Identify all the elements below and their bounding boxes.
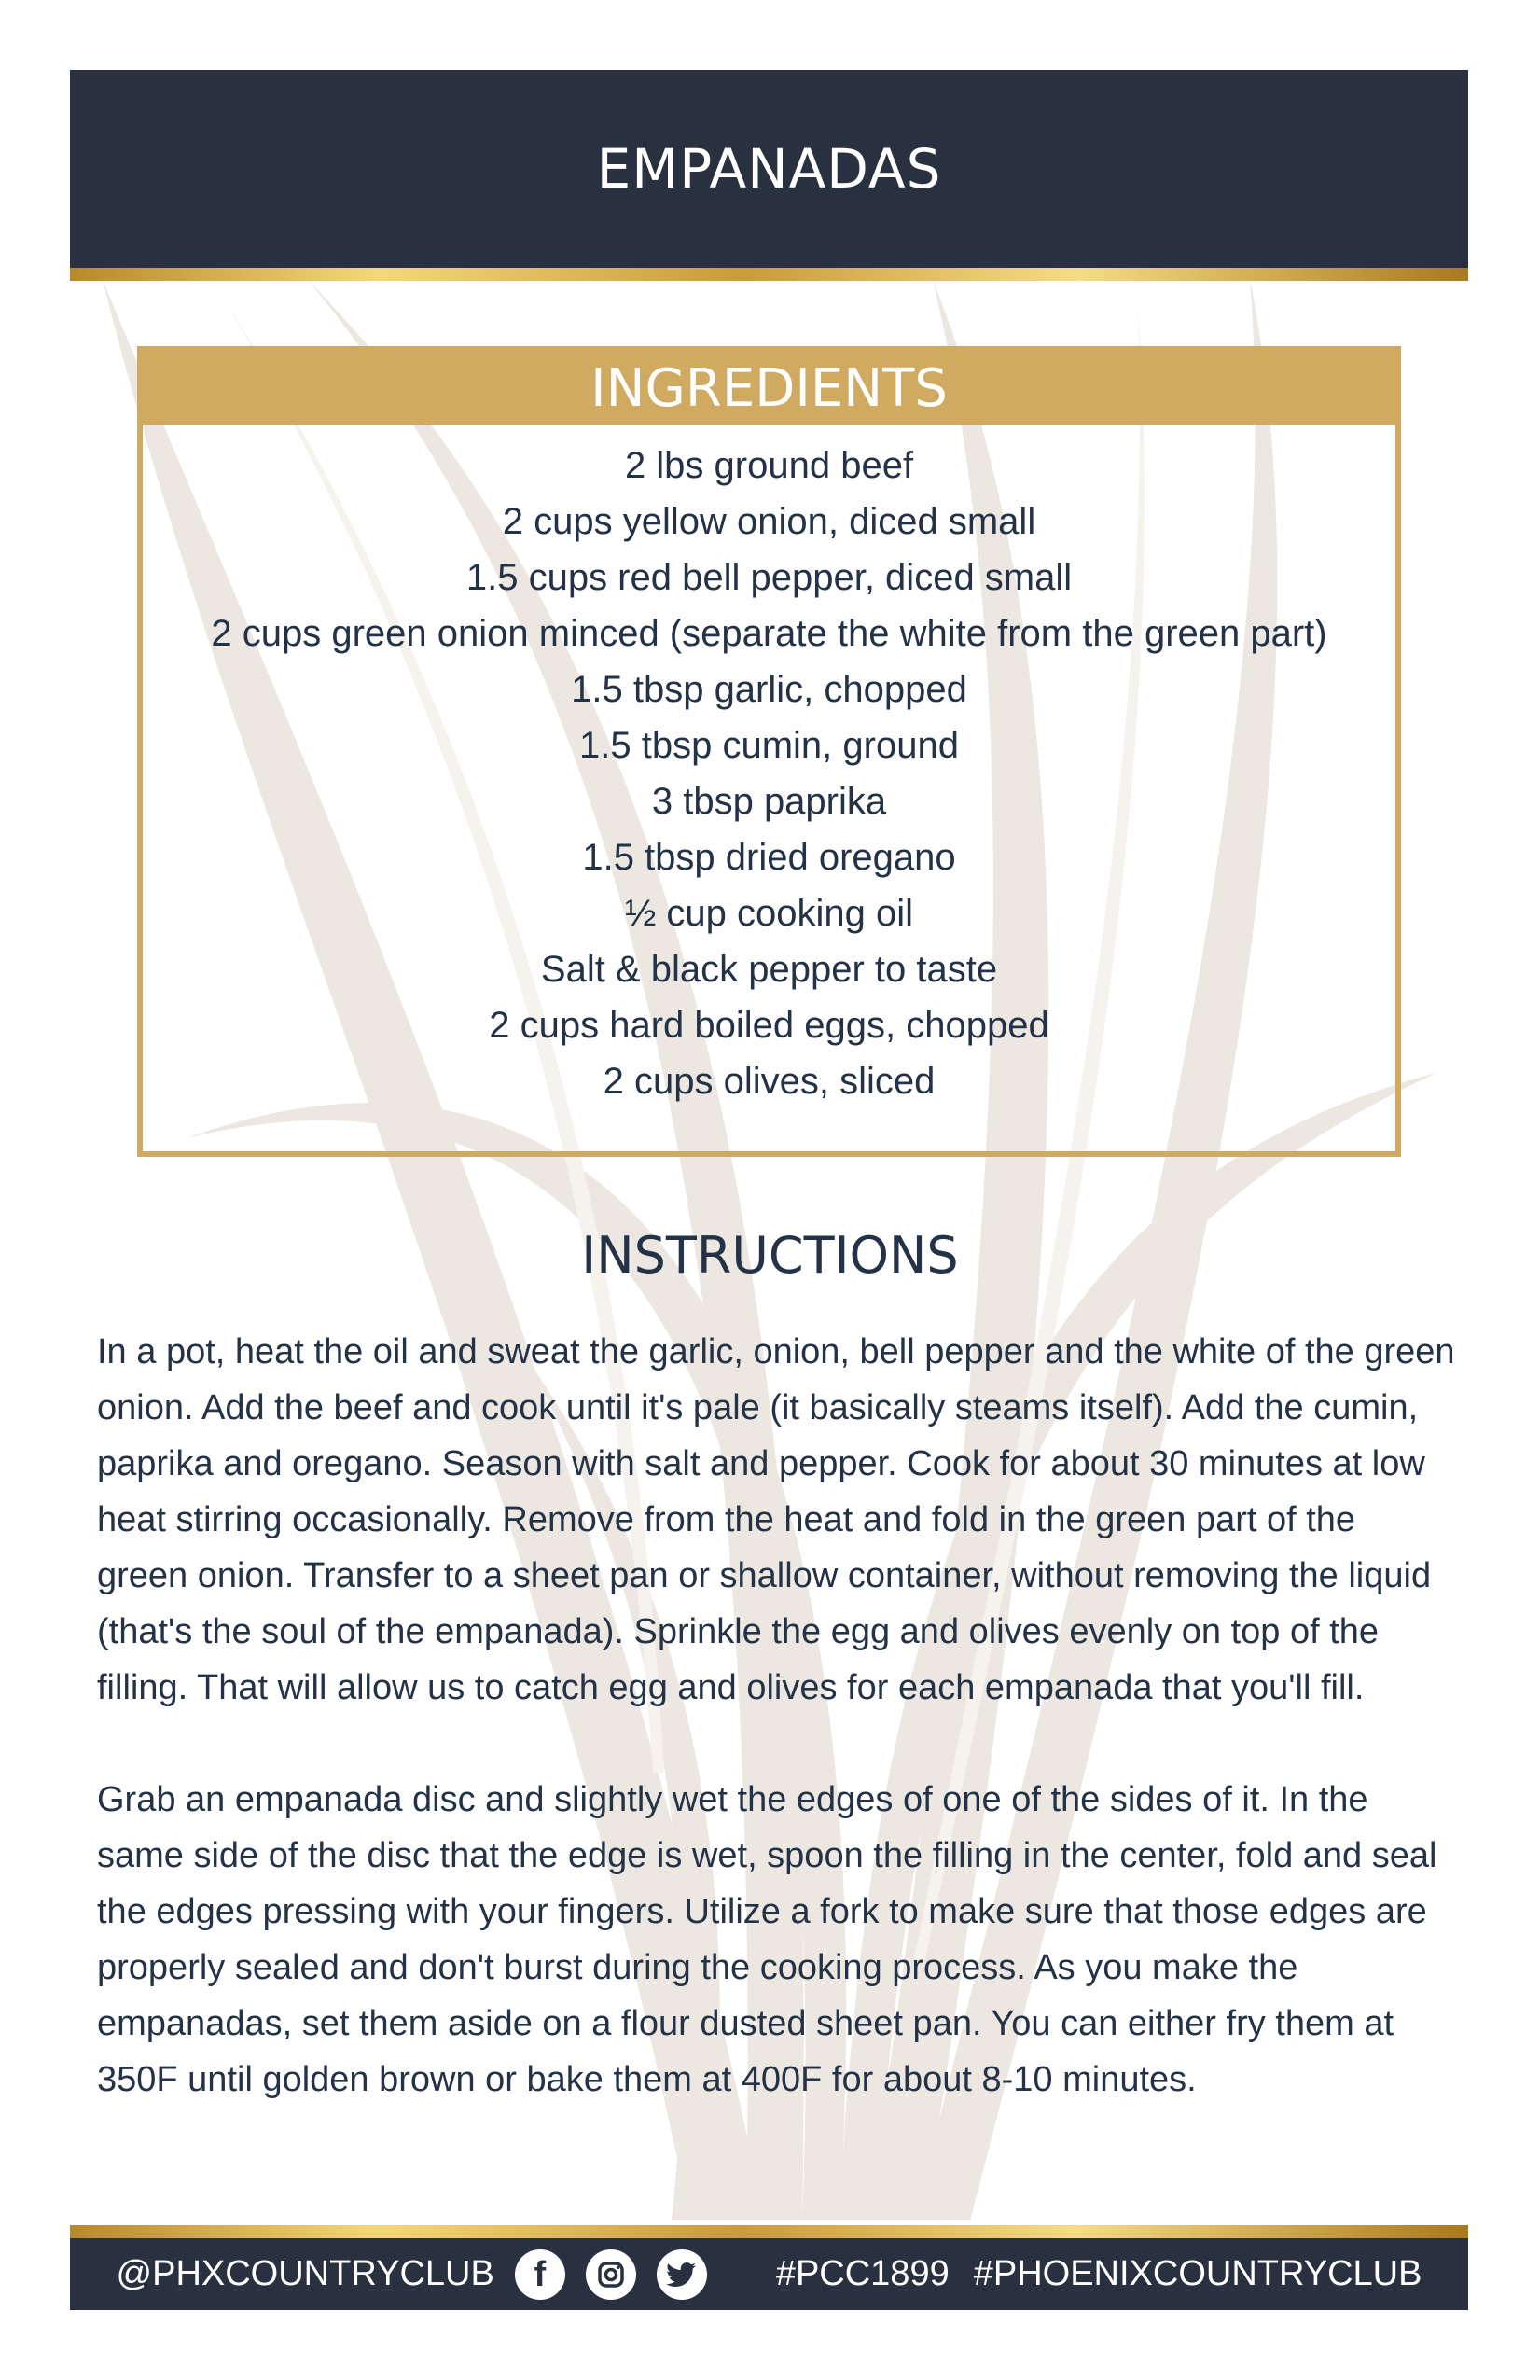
ingredients-panel: [137, 346, 1401, 1157]
social-icons: [515, 2249, 707, 2300]
ingredient-item: Salt & black pepper to taste: [540, 949, 998, 990]
social-footer: [70, 2238, 1468, 2310]
ingredients-header: [143, 352, 1395, 425]
social-handle: @PHXCOUNTRYCLUB: [116, 2254, 494, 2293]
recipe-header: [70, 70, 1468, 268]
ingredient-item: 2 cups olives, sliced: [603, 1061, 936, 1102]
footer-gold-divider: [70, 2225, 1468, 2238]
ingredient-item: 1.5 tbsp dried oregano: [582, 837, 956, 878]
ingredient-item: 1.5 tbsp cumin, ground: [579, 725, 959, 766]
instruction-paragraph: Grab an empanada disc and slightly wet the edges of one of the sides of it. In the same side of the disc that the edge is wet, spoon the filling in the center, fold and seal the edges pressing with your fingers. Utilize a fork to make sure that those edges are properly sealed and don't burst during the cooking process. As you make the empanadas, set them aside on a flour dusted sheet pan. You can either fry them at 350F until golden brown or bake them at 400F for about 8-10 minutes.: [97, 1780, 1437, 2099]
recipe-title: EMPANADAS: [596, 137, 942, 201]
ingredient-item: 3 tbsp paprika: [651, 781, 887, 822]
instagram-icon[interactable]: [586, 2249, 636, 2300]
ingredients-list: [143, 425, 1395, 1109]
instruction-paragraph: In a pot, heat the oil and sweat the garlic, onion, bell pepper and the white of the green onion. Add the beef and cook until it's pale (it basically steams itself). Add the cumin, paprika and oregano. Season with salt and pepper. Cook for about 30 minutes at low heat stirring occasionally. Remove from the heat and fold in the green part of the green onion. Transfer to a sheet pan or shallow container, without removing the liquid (that's the soul of the empanada). Sprinkle the egg and olives evenly on top of the filling. That will allow us to catch egg and olives for each empanada that you'll fill.: [97, 1332, 1455, 1707]
ingredient-item: 2 cups green onion minced (separate the white from the green part): [211, 613, 1327, 654]
ingredient-item: 2 cups hard boiled eggs, chopped: [489, 1005, 1049, 1046]
ingredients-title: INGREDIENTS: [590, 357, 948, 419]
hashtag-phoenixcountryclub: #PHOENIXCOUNTRYCLUB: [973, 2254, 1422, 2293]
header-gold-divider: [70, 268, 1468, 281]
instructions-body: [97, 1324, 1455, 2164]
facebook-icon[interactable]: f: [515, 2249, 565, 2300]
ingredient-item: 2 cups yellow onion, diced small: [502, 501, 1036, 542]
ingredient-item: 1.5 tbsp garlic, chopped: [571, 669, 967, 710]
ingredient-item: 2 lbs ground beef: [624, 445, 914, 486]
twitter-icon[interactable]: [657, 2249, 707, 2300]
ingredient-item: ½ cup cooking oil: [624, 893, 914, 934]
instructions-title: INSTRUCTIONS: [581, 1226, 959, 1285]
hashtag-pcc1899: #PCC1899: [775, 2254, 950, 2293]
ingredient-item: 1.5 cups red bell pepper, diced small: [465, 557, 1073, 598]
